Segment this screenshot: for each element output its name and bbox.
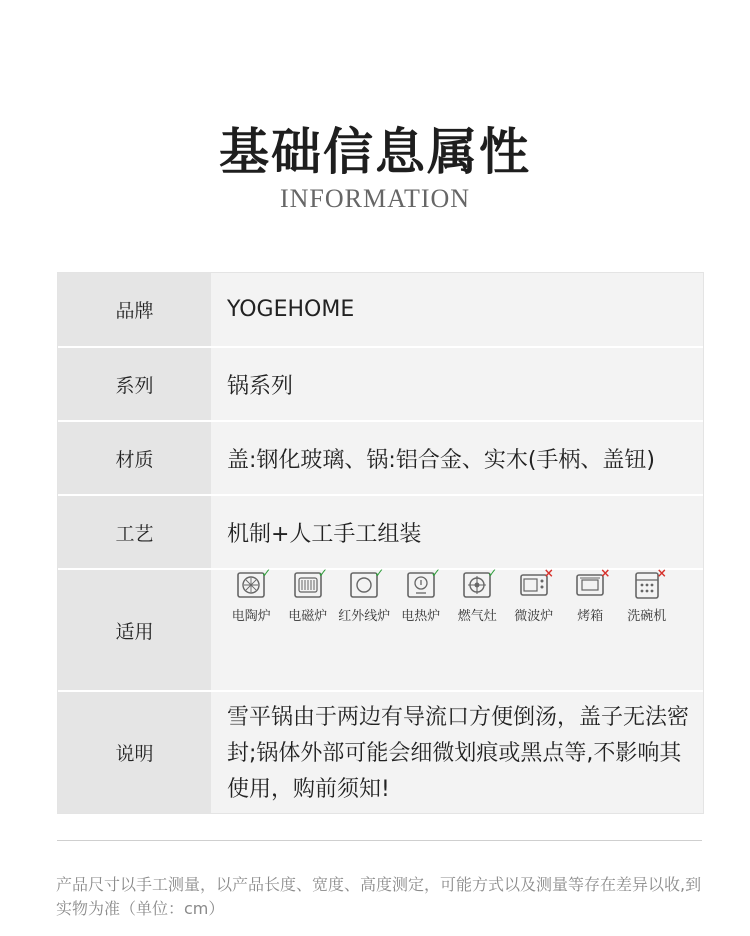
appliance-label: 烤箱 bbox=[577, 609, 604, 624]
spec-label: 系列 bbox=[58, 348, 211, 420]
appliance-label: 电热炉 bbox=[401, 609, 441, 624]
spec-label: 工艺 bbox=[58, 496, 211, 568]
appliance-item bbox=[619, 566, 676, 624]
appliance-icon-box bbox=[627, 566, 667, 602]
page-subtitle: INFORMATION bbox=[279, 184, 471, 213]
spec-row-series bbox=[58, 348, 703, 422]
spec-row-usage bbox=[58, 566, 703, 692]
appliance-item bbox=[336, 566, 393, 624]
spec-value: 机制+人工手工组装 bbox=[211, 496, 703, 568]
appliance-icon-box bbox=[457, 566, 498, 602]
appliance-icon-box bbox=[401, 566, 441, 602]
cross-icon: × bbox=[543, 566, 554, 580]
spec-row-brand bbox=[58, 273, 703, 348]
appliance-icon-box bbox=[514, 566, 554, 602]
footer-note: 产品尺寸以手工测量，以产品长度、宽度、高度测定，可能方式以及测量等存在差异以收,到实物为准（单位：cm） bbox=[56, 875, 702, 918]
check-icon: ✓ bbox=[317, 566, 328, 580]
spec-value: 雪平锅由于两边有导流口方便倒汤，盖子无法密封;锅体外部可能会细微划痕或黑点等,不影响其使用，购前须知! bbox=[211, 692, 703, 813]
appliance-item bbox=[393, 566, 450, 624]
cross-icon: × bbox=[656, 566, 667, 580]
appliance-item bbox=[506, 566, 563, 624]
appliance-item bbox=[562, 566, 619, 624]
spec-table bbox=[57, 272, 704, 814]
page-title: 基础信息属性 bbox=[219, 123, 531, 181]
appliance-item bbox=[449, 566, 506, 624]
appliance-list bbox=[211, 566, 703, 690]
check-icon: ✓ bbox=[487, 566, 498, 580]
spec-label: 适用 bbox=[58, 570, 211, 690]
cross-icon: × bbox=[600, 566, 611, 580]
spec-row-craft bbox=[58, 496, 703, 570]
spec-label: 材质 bbox=[58, 422, 211, 494]
spec-value: YOGEHOME bbox=[211, 273, 703, 346]
appliance-label: 电磁炉 bbox=[288, 609, 328, 624]
spec-row-desc bbox=[58, 692, 703, 813]
appliance-icon-box bbox=[570, 566, 611, 602]
appliance-label: 洗碗机 bbox=[627, 609, 667, 624]
spec-value: 盖:钢化玻璃、锅:铝合金、实木(手柄、盖钮) bbox=[211, 422, 703, 494]
appliance-label: 红外线炉 bbox=[338, 609, 391, 624]
appliance-item bbox=[280, 566, 337, 624]
appliance-item bbox=[223, 566, 280, 624]
check-icon: ✓ bbox=[261, 566, 272, 580]
spec-label: 品牌 bbox=[58, 273, 211, 346]
appliance-icon-box bbox=[288, 566, 328, 602]
appliance-icon-box bbox=[344, 566, 385, 602]
divider bbox=[57, 840, 702, 841]
spec-row-material bbox=[58, 422, 703, 496]
spec-value: 锅系列 bbox=[211, 348, 703, 420]
appliance-label: 燃气灶 bbox=[457, 609, 497, 624]
appliance-label: 微波炉 bbox=[514, 609, 554, 624]
appliance-label: 电陶炉 bbox=[231, 609, 271, 624]
appliance-icon-box bbox=[231, 566, 272, 602]
check-icon: ✓ bbox=[374, 566, 385, 580]
spec-label: 说明 bbox=[58, 692, 211, 813]
check-icon: ✓ bbox=[430, 566, 441, 580]
